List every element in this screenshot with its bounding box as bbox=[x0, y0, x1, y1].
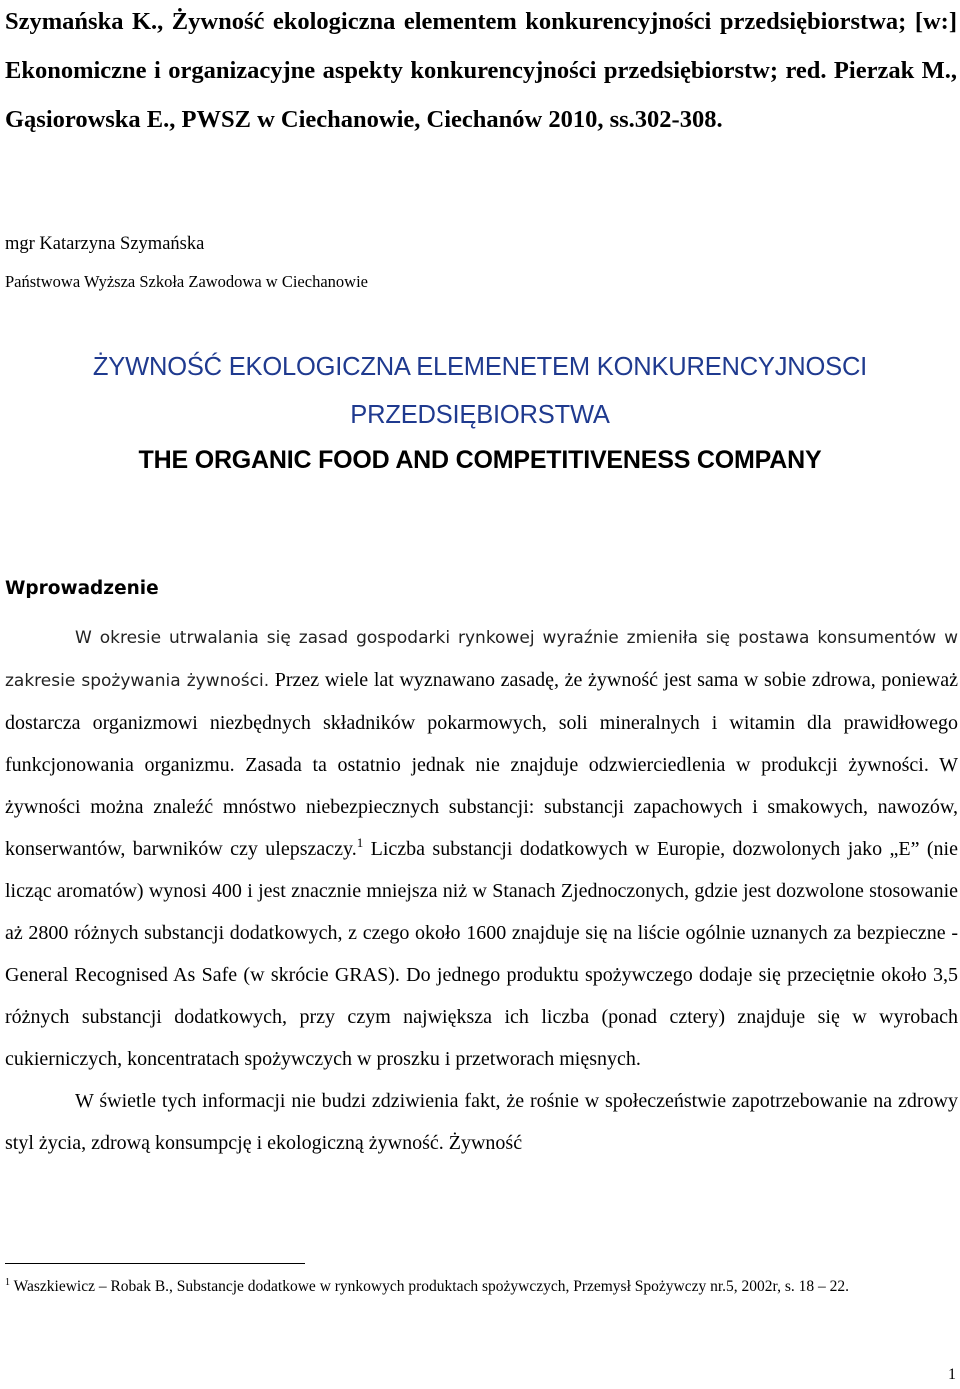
author-affiliation: Państwowa Wyższa Szkoła Zawodowa w Ciechanowie bbox=[5, 272, 368, 291]
footnote-reference[interactable]: 1 bbox=[356, 835, 364, 850]
bibliographic-citation: Szymańska K., Żywność ekologiczna elementem konkurencyjności przedsiębiorstwa; [w:] Ekonomiczne i organizacyjne aspekty konkurencyjności przedsiębiorstw; red. Pierzak M., Gąsiorowska E., PWSZ w Ciechanowie, Ciechanów 2010, ss.302-308. bbox=[5, 8, 957, 133]
paragraph-lead-sentence: W okresie utrwalania się zasad gospodarki rynkowej wyraźnie zmieniła się postawa konsumentów w zakresie spożywania żywności. bbox=[5, 628, 958, 691]
paragraph-text: Przez wiele lat wyznawano zasadę, że żywność jest sama w sobie zdrowa, ponieważ dostarcza organizmowi niezbędnych składników pokarmowych, soli mineralnych i witamin dla prawidłowego funkcjonowania organizmu. Zasada ta ostatnio jednak nie znajduje odzwierciedlenia w produkcji żywności. W żywności można znaleźć mnóstwo niebezpiecznych substancji: substancji zapachowych i smakowych, nawozów, konserwantów, barwników czy ulepszaczy. bbox=[5, 669, 958, 860]
paragraph bbox=[5, 616, 958, 1080]
page-number: 1 bbox=[948, 1366, 956, 1383]
title-polish-line2: PRZEDSIĘBIORSTWA bbox=[350, 401, 610, 429]
article-title-block bbox=[0, 343, 960, 475]
article-body bbox=[5, 616, 958, 1164]
footnote-text: Waszkiewicz – Robak B., Substancje dodatkowe w rynkowych produktach spożywczych, Przemysł Spożywczy nr.5, 2002r, s. 18 – 22. bbox=[10, 1278, 849, 1295]
title-polish bbox=[0, 343, 960, 439]
footnote-number: 1 bbox=[5, 1277, 10, 1288]
footnote-separator bbox=[5, 1263, 305, 1264]
paragraph: W świetle tych informacji nie budzi zdziwienia fakt, że rośnie w społeczeństwie zapotrzebowanie na zdrowy styl życia, zdrową konsumpcję i ekologiczną żywność. Żywność bbox=[5, 1090, 958, 1154]
section-heading: Wprowadzenie bbox=[5, 578, 159, 599]
footnote bbox=[5, 1276, 957, 1297]
title-english: THE ORGANIC FOOD AND COMPETITIVENESS COMPANY bbox=[138, 446, 822, 474]
author-name: mgr Katarzyna Szymańska bbox=[5, 234, 205, 254]
title-polish-line1: ŻYWNOŚĆ EKOLOGICZNA ELEMENETEM KONKURENCYJNOSCI bbox=[92, 353, 868, 381]
paragraph-text: Liczba substancji dodatkowych w Europie, dozwolonych jako „E” (nie licząc aromatów) wynosi 400 i jest znacznie mniejsza niż w Stanach Zjednoczonych, gdzie jest dozwolone stosowanie aż 2800 różnych substancji dodatkowych, z czego około 1600 znajduje się na liście ogólnie uznanych za bezpieczne - General Recognised As Safe (w skrócie GRAS). Do jednego produktu spożywczego dodaje się przeciętnie około 3,5 różnych substancji dodatkowych, przy czym największa ich liczba (ponad cztery) znajduje się w wyrobach cukierniczych, koncentratach spożywczych w proszku i przetworach mięsnych. bbox=[5, 838, 958, 1070]
